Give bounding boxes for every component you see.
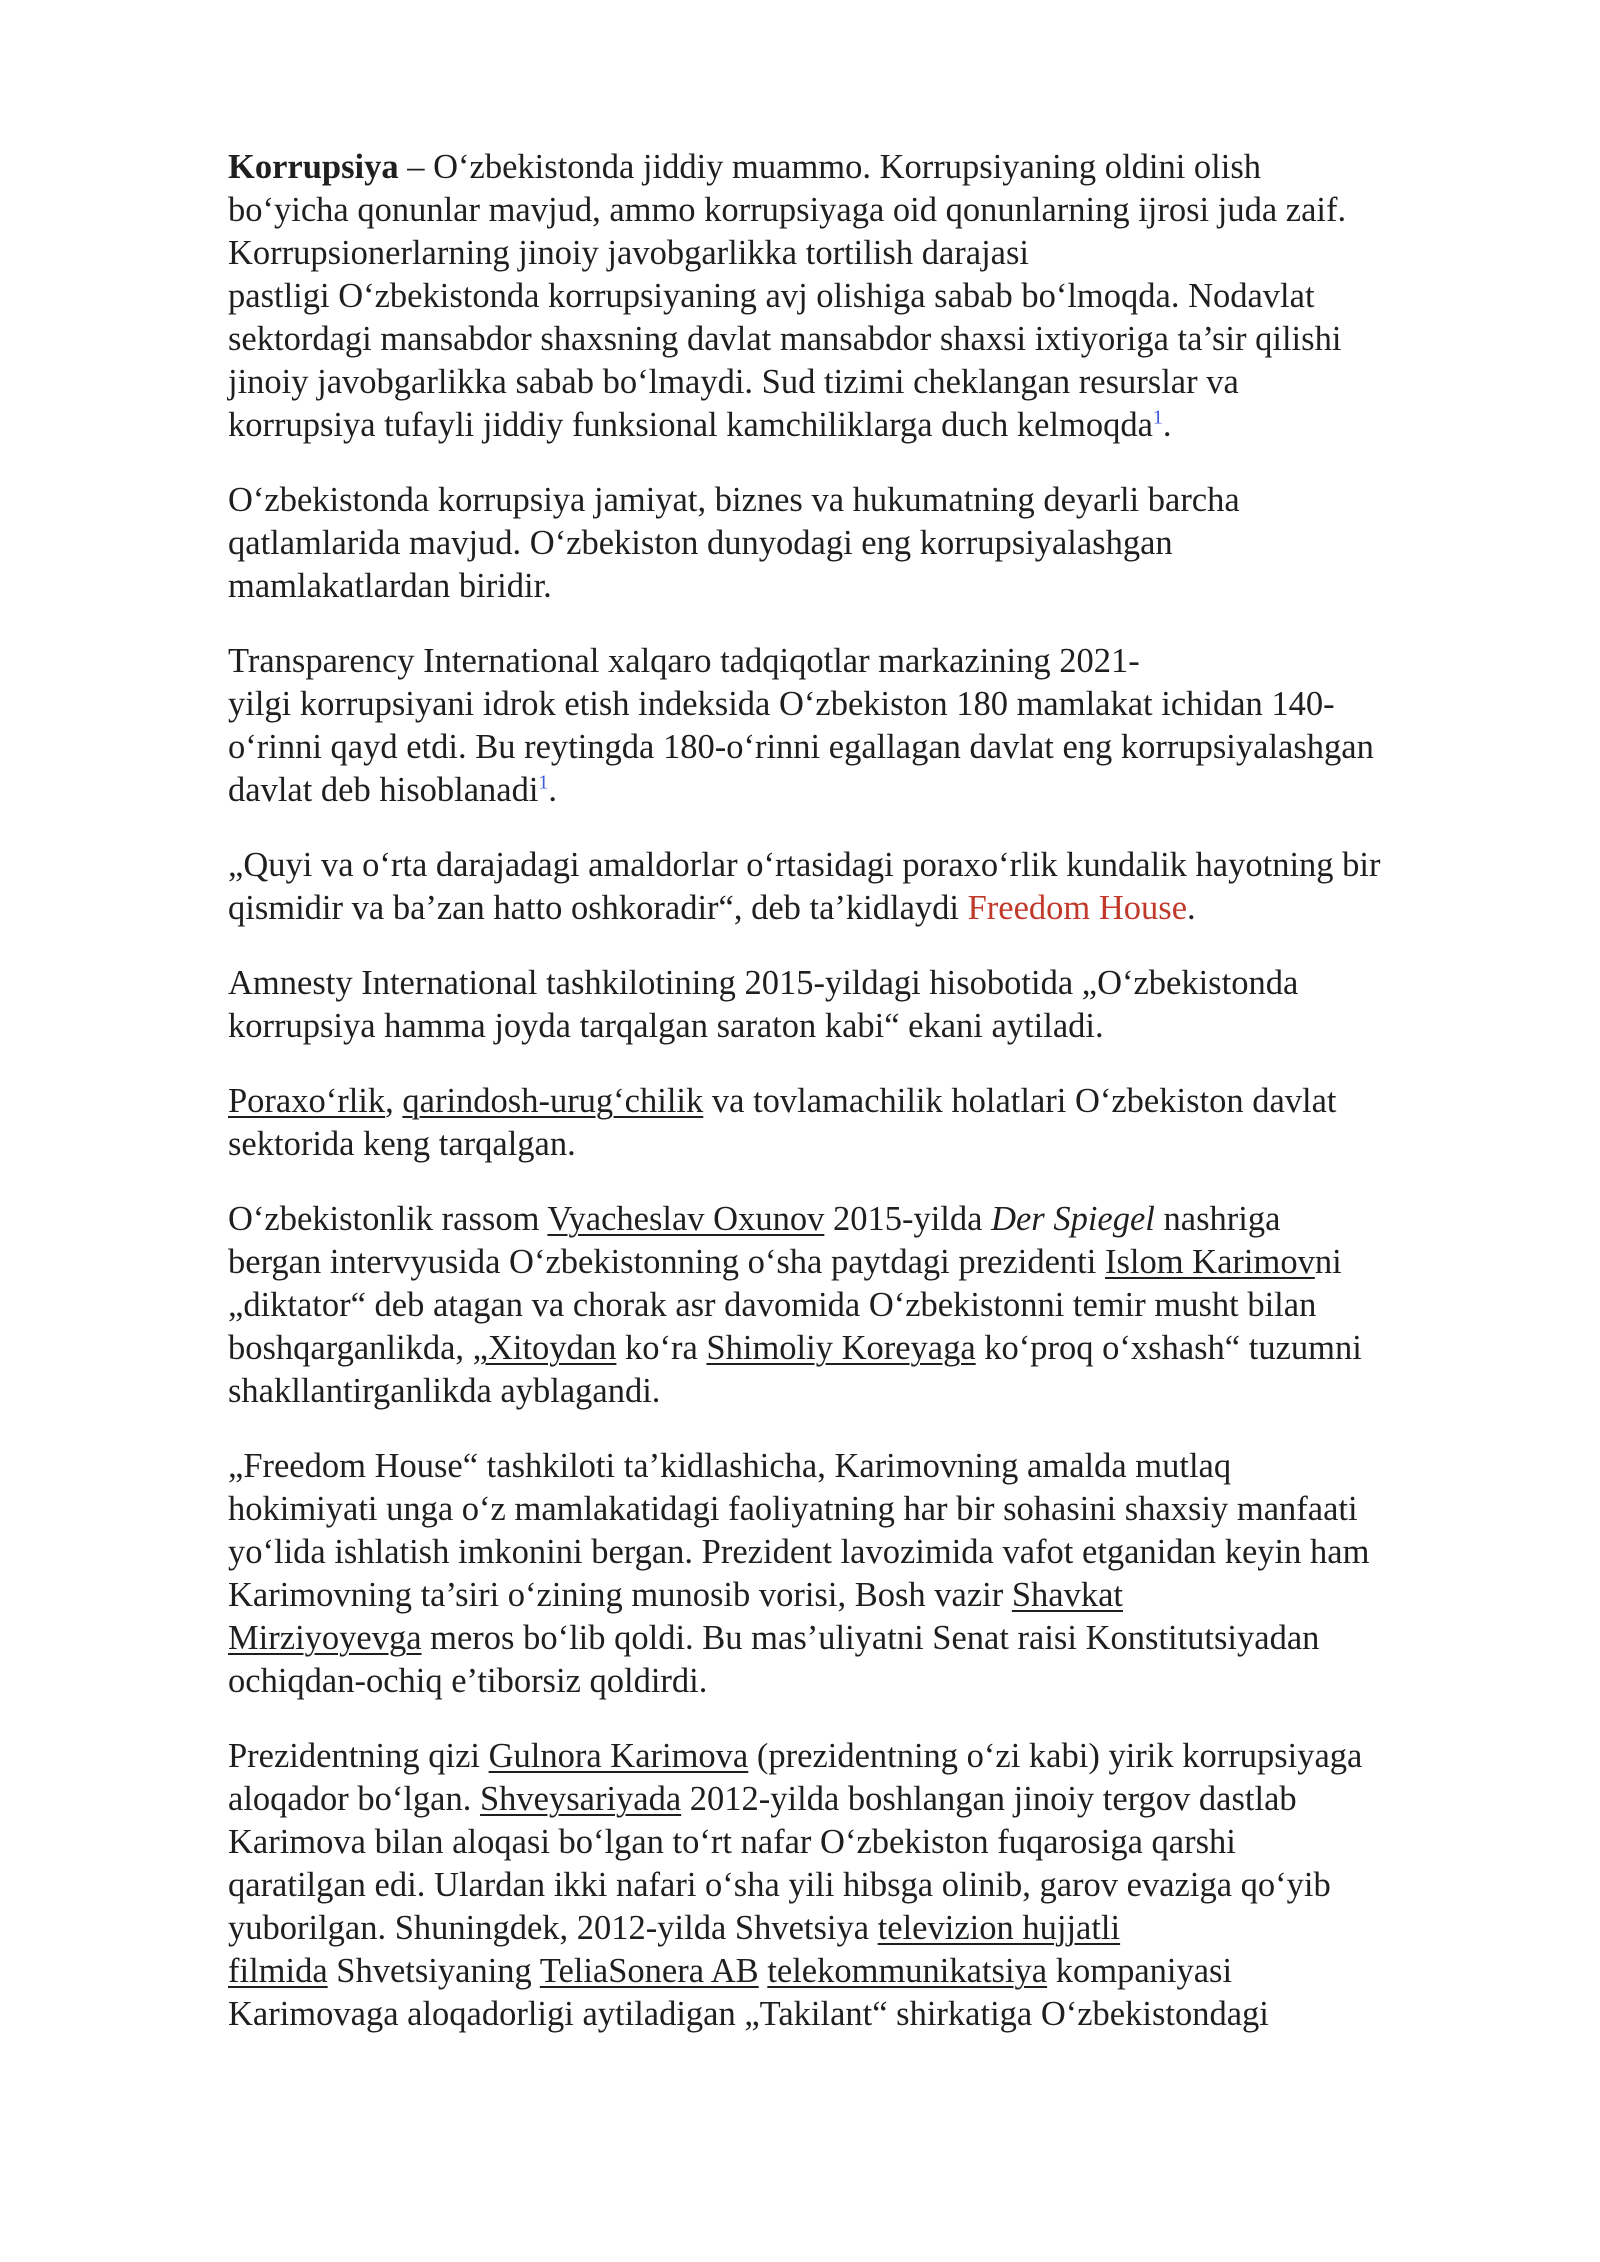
shavkat-mirziyoyev-link[interactable]: Shavkat [1011, 1576, 1123, 1614]
paragraph-2: O‘zbekistonda korrupsiya jamiyat, biznes va hukumatning deyarli barcha qatlamlarida mavjud. O‘zbekiston dunyodagi eng korrupsiyalashgan mamlakatlardan biridir. [228, 481, 1240, 605]
paragraph-9: Prezidentning qizi Gulnora Karimova (prezidentning o‘zi kabi) yirik korrupsiyaga aloqador bo‘lgan. Shveysariyada 2012-yilda boshlangan jinoiy tergov dastlab Karimova bilan aloqasi bo‘lgan to‘rt nafar O‘zbekiston fuqarosiga qarshi qaratilgan edi. Ulardan ikki nafari o‘sha yili hibsga olinib, garov evaziga qo‘yib yuborilgan. Shuningdek, 2012-yilda Shvetsiya televizion hujjatli filmida Shvetsiyaning TeliaSonera AB telekommunikatsiya kompaniyasi Karimovaga aloqadorligi aytiladigan „Takilant“ shirkatiga O‘zbekistondagi [228, 1737, 1363, 2033]
shimoliy-koreya-link[interactable]: Shimoliy Koreyaga [706, 1329, 976, 1367]
shavkat-mirziyoyev-link-cont[interactable]: Mirziyoyevga [228, 1619, 422, 1657]
article-body [228, 146, 1488, 2068]
paragraph-3: Transparency International xalqaro tadqiqotlar markazining 2021- yilgi korrupsiyani idrok etish indeksida O‘zbekiston 180 mamlakat ichidan 140- o‘rinni qayd etdi. Bu reytingda 180-o‘rinni egallagan davlat eng korrupsiyalashgan davlat deb hisoblanadi$^1$. [228, 642, 1374, 809]
paragraph-6: Poraxo‘rlik, qarindosh-urug‘chilik va tovlamachilik holatlari O‘zbekiston davlat sektorida keng tarqalgan. [228, 1082, 1337, 1163]
islom-karimov-link[interactable]: Islom Karimov [1104, 1243, 1315, 1281]
xitoy-link[interactable]: „Xitoydan [472, 1329, 617, 1367]
shveysariya-link[interactable]: Shveysariyada [479, 1780, 682, 1818]
televizion-hujjatli-film-link-cont[interactable]: filmida [228, 1952, 328, 1990]
freedom-house-link[interactable]: Freedom House [967, 889, 1188, 927]
paragraph-1: Korrupsiya – O‘zbekistonda jiddiy muammo. Korrupsiyaning oldini olish bo‘yicha qonunlar mavjud, ammo korrupsiyaga oid qonunlarning ijrosi juda zaif. Korrupsionerlarning jinoiy javobgarlikka tortilish darajasi pastligi O‘zbekistonda korrupsiyaning avj olishiga sabab bo‘lmoqda. Nodavlat sektordagi mansabdor shaxsning davlat mansabdor shaxsi ixtiyoriga ta’sir qilishi jinoiy javobgarlikka sabab bo‘lmaydi. Sud tizimi cheklangan resurslar va korrupsiya tufayli jiddiy funksional kamchiliklarga duch kelmoqda$^1$. [228, 148, 1347, 444]
poraxorlik-link[interactable]: Poraxo‘rlik [228, 1082, 386, 1120]
article-term: Korrupsiya [228, 148, 399, 186]
paragraph-5: Amnesty International tashkilotining 2015-yildagi hisobotida „O‘zbekistonda korrupsiya hamma joyda tarqalgan saraton kabi“ ekani aytiladi. [228, 964, 1299, 1045]
der-spiegel-title: Der Spiegel [991, 1200, 1155, 1238]
gulnora-karimova-link[interactable]: Gulnora Karimova [488, 1737, 749, 1775]
vyacheslav-oxunov-link[interactable]: Vyacheslav Oxunov [547, 1200, 825, 1238]
qarindosh-urugchilik-link[interactable]: qarindosh-urug‘chilik [402, 1082, 704, 1120]
footnote-ref[interactable]: 1 [1152, 406, 1163, 429]
paragraph-7: O‘zbekistonlik rassom Vyacheslav Oxunov 2015-yilda Der Spiegel nashriga bergan intervyusida O‘zbekistonning o‘sha paytdagi prezidenti Islom Karimovni „diktator“ deb atagan va chorak asr davomida O‘zbekistonni temir musht bilan boshqarganlikda, „Xitoydan ko‘ra Shimoliy Koreyaga ko‘proq o‘xshash“ tuzumni shakllantirganlikda ayblagandi. [228, 1200, 1362, 1410]
paragraph-8: „Freedom House“ tashkiloti ta’kidlashicha, Karimovning amalda mutlaq hokimiyati unga o‘z mamlakatidagi faoliyatning har bir sohasini shaxsiy manfaati yo‘lida ishlatish imkonini bergan. Prezident lavozimida vafot etganidan keyin ham Karimovning ta’siri o‘zining munosib vorisi, Bosh vazir Shavkat Mirziyoyevga meros bo‘lib qoldi. Bu mas’uliyatni Senat raisi Konstitutsiyadan ochiqdan-ochiq e’tiborsiz qoldirdi. [228, 1447, 1370, 1700]
televizion-hujjatli-film-link[interactable]: televizion hujjatli [877, 1909, 1121, 1947]
teliasonera-link[interactable]: TeliaSonera AB [539, 1952, 759, 1990]
footnote-ref[interactable]: 1 [538, 771, 549, 794]
telekommunikatsiya-link[interactable]: telekommunikatsiya [767, 1952, 1048, 1990]
paragraph-4: „Quyi va o‘rta darajadagi amaldorlar o‘rtasidagi poraxo‘rlik kundalik hayotning bir qismidir va ba’zan hatto oshkoradir“, deb ta’kidlaydi Freedom House. [228, 846, 1381, 927]
